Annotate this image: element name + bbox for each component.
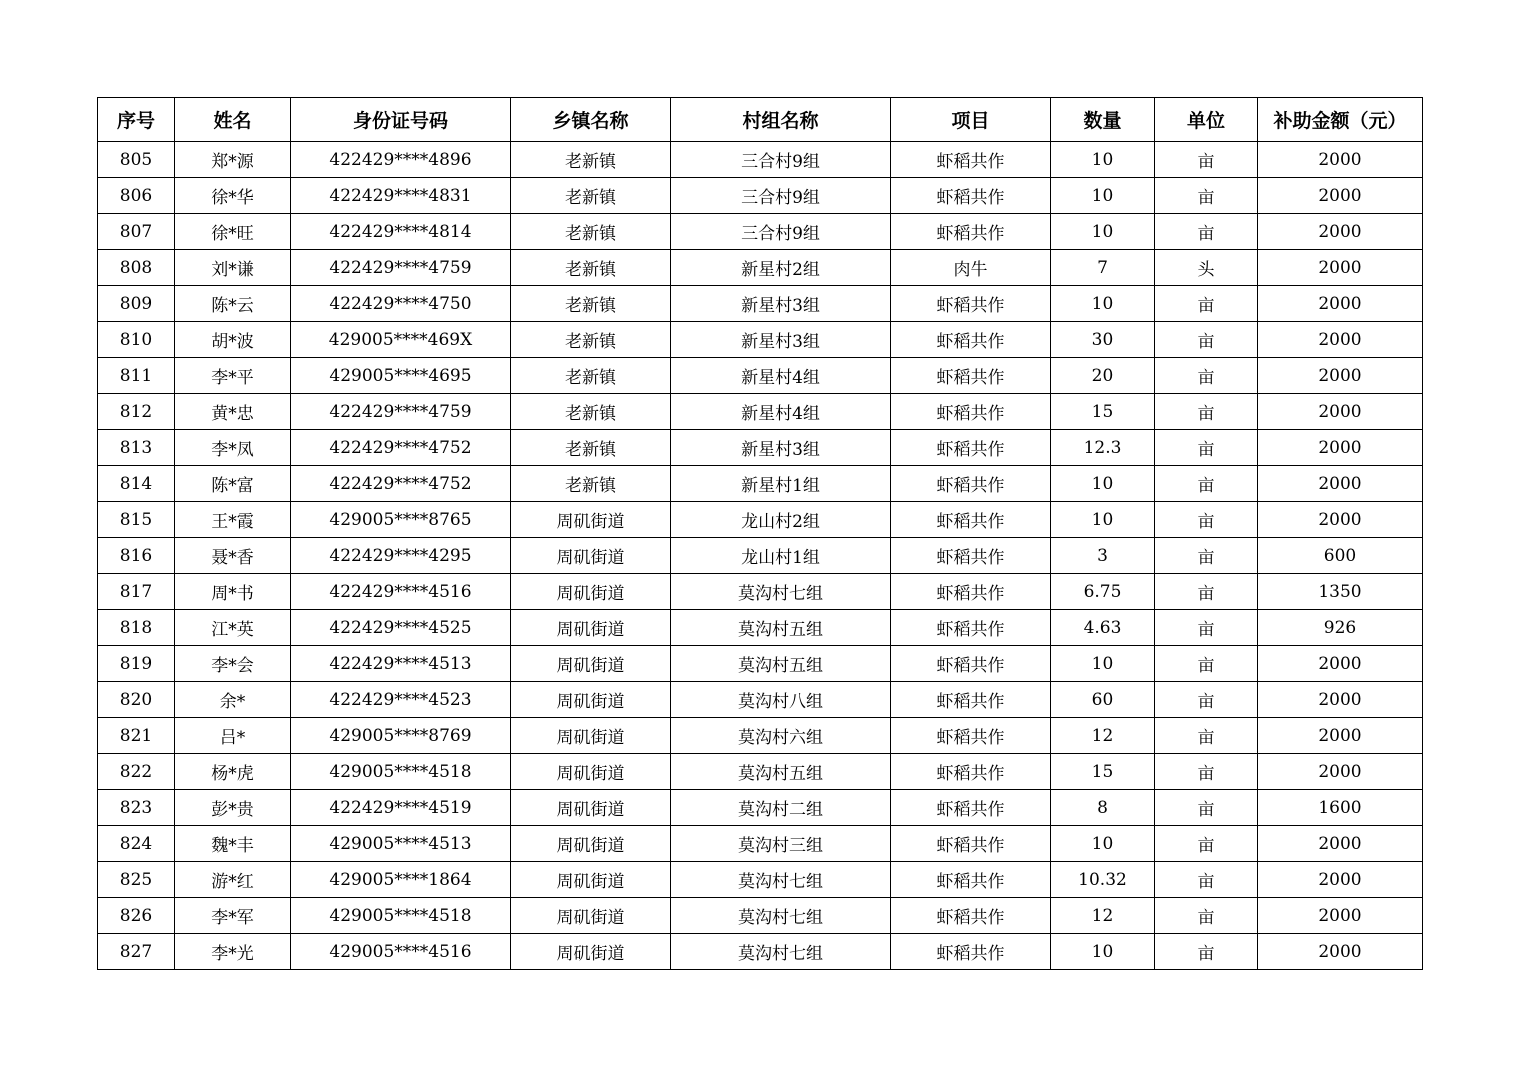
cell-seq: 827 bbox=[98, 934, 175, 970]
cell-unit: 头 bbox=[1155, 250, 1258, 286]
cell-project: 虾稻共作 bbox=[891, 934, 1051, 970]
cell-id-number: 422429****4831 bbox=[291, 178, 511, 214]
cell-village-group: 莫沟村七组 bbox=[671, 898, 891, 934]
cell-project: 虾稻共作 bbox=[891, 646, 1051, 682]
cell-id-number: 429005****4695 bbox=[291, 358, 511, 394]
cell-subsidy-amount: 2000 bbox=[1258, 646, 1423, 682]
cell-village-group: 莫沟村五组 bbox=[671, 646, 891, 682]
cell-name: 李*平 bbox=[175, 358, 291, 394]
cell-unit: 亩 bbox=[1155, 790, 1258, 826]
cell-town: 周矶街道 bbox=[511, 610, 671, 646]
cell-name: 李*军 bbox=[175, 898, 291, 934]
cell-unit: 亩 bbox=[1155, 214, 1258, 250]
header-town: 乡镇名称 bbox=[511, 98, 671, 142]
table-row bbox=[98, 214, 1423, 250]
subsidy-table bbox=[97, 97, 1423, 970]
cell-project: 虾稻共作 bbox=[891, 790, 1051, 826]
cell-name: 余* bbox=[175, 682, 291, 718]
cell-town: 周矶街道 bbox=[511, 934, 671, 970]
cell-unit: 亩 bbox=[1155, 646, 1258, 682]
cell-name: 王*霞 bbox=[175, 502, 291, 538]
cell-unit: 亩 bbox=[1155, 898, 1258, 934]
cell-subsidy-amount: 2000 bbox=[1258, 754, 1423, 790]
cell-name: 聂*香 bbox=[175, 538, 291, 574]
cell-subsidy-amount: 2000 bbox=[1258, 142, 1423, 178]
cell-id-number: 422429****4295 bbox=[291, 538, 511, 574]
cell-seq: 817 bbox=[98, 574, 175, 610]
cell-unit: 亩 bbox=[1155, 826, 1258, 862]
table-row bbox=[98, 358, 1423, 394]
cell-unit: 亩 bbox=[1155, 286, 1258, 322]
cell-seq: 810 bbox=[98, 322, 175, 358]
cell-project: 虾稻共作 bbox=[891, 178, 1051, 214]
cell-id-number: 422429****4523 bbox=[291, 682, 511, 718]
cell-town: 老新镇 bbox=[511, 214, 671, 250]
cell-village-group: 新星村3组 bbox=[671, 286, 891, 322]
cell-project: 虾稻共作 bbox=[891, 466, 1051, 502]
cell-project: 虾稻共作 bbox=[891, 322, 1051, 358]
cell-subsidy-amount: 2000 bbox=[1258, 934, 1423, 970]
cell-quantity: 10.32 bbox=[1051, 862, 1155, 898]
cell-town: 周矶街道 bbox=[511, 502, 671, 538]
cell-id-number: 422429****4759 bbox=[291, 394, 511, 430]
cell-village-group: 新星村3组 bbox=[671, 430, 891, 466]
cell-subsidy-amount: 2000 bbox=[1258, 682, 1423, 718]
cell-unit: 亩 bbox=[1155, 682, 1258, 718]
cell-subsidy-amount: 2000 bbox=[1258, 718, 1423, 754]
cell-project: 虾稻共作 bbox=[891, 574, 1051, 610]
cell-name: 吕* bbox=[175, 718, 291, 754]
cell-village-group: 龙山村2组 bbox=[671, 502, 891, 538]
table-row bbox=[98, 574, 1423, 610]
cell-quantity: 15 bbox=[1051, 394, 1155, 430]
cell-id-number: 429005****4518 bbox=[291, 754, 511, 790]
cell-town: 周矶街道 bbox=[511, 862, 671, 898]
cell-village-group: 莫沟村二组 bbox=[671, 790, 891, 826]
cell-seq: 816 bbox=[98, 538, 175, 574]
header-quantity: 数量 bbox=[1051, 98, 1155, 142]
header-seq: 序号 bbox=[98, 98, 175, 142]
cell-seq: 826 bbox=[98, 898, 175, 934]
cell-quantity: 30 bbox=[1051, 322, 1155, 358]
cell-village-group: 新星村1组 bbox=[671, 466, 891, 502]
header-project: 项目 bbox=[891, 98, 1051, 142]
cell-unit: 亩 bbox=[1155, 934, 1258, 970]
cell-unit: 亩 bbox=[1155, 862, 1258, 898]
cell-quantity: 12 bbox=[1051, 898, 1155, 934]
cell-seq: 815 bbox=[98, 502, 175, 538]
cell-subsidy-amount: 1600 bbox=[1258, 790, 1423, 826]
cell-unit: 亩 bbox=[1155, 718, 1258, 754]
cell-town: 周矶街道 bbox=[511, 790, 671, 826]
cell-unit: 亩 bbox=[1155, 502, 1258, 538]
cell-name: 徐*华 bbox=[175, 178, 291, 214]
table-row bbox=[98, 898, 1423, 934]
cell-quantity: 12.3 bbox=[1051, 430, 1155, 466]
cell-unit: 亩 bbox=[1155, 358, 1258, 394]
cell-unit: 亩 bbox=[1155, 394, 1258, 430]
cell-village-group: 莫沟村五组 bbox=[671, 754, 891, 790]
cell-village-group: 新星村4组 bbox=[671, 394, 891, 430]
cell-town: 周矶街道 bbox=[511, 682, 671, 718]
cell-subsidy-amount: 2000 bbox=[1258, 430, 1423, 466]
header-village-group: 村组名称 bbox=[671, 98, 891, 142]
cell-seq: 807 bbox=[98, 214, 175, 250]
cell-village-group: 新星村3组 bbox=[671, 322, 891, 358]
cell-name: 徐*旺 bbox=[175, 214, 291, 250]
cell-subsidy-amount: 2000 bbox=[1258, 898, 1423, 934]
cell-id-number: 422429****4516 bbox=[291, 574, 511, 610]
cell-town: 周矶街道 bbox=[511, 538, 671, 574]
cell-village-group: 莫沟村六组 bbox=[671, 718, 891, 754]
cell-name: 刘*谦 bbox=[175, 250, 291, 286]
cell-project: 虾稻共作 bbox=[891, 358, 1051, 394]
cell-name: 魏*丰 bbox=[175, 826, 291, 862]
cell-village-group: 三合村9组 bbox=[671, 142, 891, 178]
cell-name: 周*书 bbox=[175, 574, 291, 610]
cell-village-group: 新星村2组 bbox=[671, 250, 891, 286]
cell-project: 虾稻共作 bbox=[891, 826, 1051, 862]
cell-name: 李*会 bbox=[175, 646, 291, 682]
cell-quantity: 6.75 bbox=[1051, 574, 1155, 610]
cell-quantity: 3 bbox=[1051, 538, 1155, 574]
cell-village-group: 莫沟村七组 bbox=[671, 862, 891, 898]
cell-project: 虾稻共作 bbox=[891, 214, 1051, 250]
cell-subsidy-amount: 600 bbox=[1258, 538, 1423, 574]
table-row bbox=[98, 178, 1423, 214]
cell-subsidy-amount: 2000 bbox=[1258, 178, 1423, 214]
cell-village-group: 三合村9组 bbox=[671, 178, 891, 214]
cell-project: 虾稻共作 bbox=[891, 502, 1051, 538]
cell-town: 老新镇 bbox=[511, 394, 671, 430]
cell-id-number: 429005****4516 bbox=[291, 934, 511, 970]
cell-seq: 822 bbox=[98, 754, 175, 790]
table-row bbox=[98, 322, 1423, 358]
cell-town: 周矶街道 bbox=[511, 898, 671, 934]
header-id-number: 身份证号码 bbox=[291, 98, 511, 142]
cell-village-group: 新星村4组 bbox=[671, 358, 891, 394]
table-row bbox=[98, 286, 1423, 322]
cell-town: 老新镇 bbox=[511, 286, 671, 322]
cell-project: 虾稻共作 bbox=[891, 718, 1051, 754]
cell-town: 老新镇 bbox=[511, 250, 671, 286]
cell-village-group: 莫沟村八组 bbox=[671, 682, 891, 718]
cell-name: 陈*富 bbox=[175, 466, 291, 502]
cell-id-number: 429005****469X bbox=[291, 322, 511, 358]
table-row bbox=[98, 682, 1423, 718]
cell-name: 杨*虎 bbox=[175, 754, 291, 790]
cell-project: 虾稻共作 bbox=[891, 430, 1051, 466]
cell-village-group: 莫沟村五组 bbox=[671, 610, 891, 646]
header-unit: 单位 bbox=[1155, 98, 1258, 142]
cell-id-number: 429005****4518 bbox=[291, 898, 511, 934]
header-row bbox=[98, 98, 1423, 142]
cell-project: 虾稻共作 bbox=[891, 286, 1051, 322]
cell-id-number: 422429****4525 bbox=[291, 610, 511, 646]
cell-subsidy-amount: 2000 bbox=[1258, 214, 1423, 250]
cell-name: 郑*源 bbox=[175, 142, 291, 178]
cell-name: 李*光 bbox=[175, 934, 291, 970]
cell-seq: 818 bbox=[98, 610, 175, 646]
cell-name: 彭*贵 bbox=[175, 790, 291, 826]
cell-village-group: 莫沟村七组 bbox=[671, 574, 891, 610]
cell-subsidy-amount: 2000 bbox=[1258, 394, 1423, 430]
cell-name: 黄*忠 bbox=[175, 394, 291, 430]
cell-subsidy-amount: 2000 bbox=[1258, 250, 1423, 286]
cell-id-number: 422429****4814 bbox=[291, 214, 511, 250]
cell-seq: 820 bbox=[98, 682, 175, 718]
cell-quantity: 60 bbox=[1051, 682, 1155, 718]
cell-id-number: 422429****4750 bbox=[291, 286, 511, 322]
header-name: 姓名 bbox=[175, 98, 291, 142]
cell-seq: 806 bbox=[98, 178, 175, 214]
cell-project: 虾稻共作 bbox=[891, 862, 1051, 898]
cell-project: 虾稻共作 bbox=[891, 142, 1051, 178]
cell-unit: 亩 bbox=[1155, 178, 1258, 214]
cell-seq: 821 bbox=[98, 718, 175, 754]
cell-village-group: 龙山村1组 bbox=[671, 538, 891, 574]
cell-quantity: 12 bbox=[1051, 718, 1155, 754]
table-row bbox=[98, 610, 1423, 646]
cell-quantity: 10 bbox=[1051, 646, 1155, 682]
table-row bbox=[98, 430, 1423, 466]
cell-town: 老新镇 bbox=[511, 142, 671, 178]
table-row bbox=[98, 466, 1423, 502]
cell-subsidy-amount: 2000 bbox=[1258, 286, 1423, 322]
cell-project: 虾稻共作 bbox=[891, 898, 1051, 934]
cell-subsidy-amount: 926 bbox=[1258, 610, 1423, 646]
cell-id-number: 429005****8769 bbox=[291, 718, 511, 754]
cell-quantity: 10 bbox=[1051, 934, 1155, 970]
cell-subsidy-amount: 1350 bbox=[1258, 574, 1423, 610]
cell-name: 江*英 bbox=[175, 610, 291, 646]
cell-unit: 亩 bbox=[1155, 538, 1258, 574]
cell-subsidy-amount: 2000 bbox=[1258, 826, 1423, 862]
cell-id-number: 422429****4519 bbox=[291, 790, 511, 826]
cell-town: 老新镇 bbox=[511, 430, 671, 466]
table-row bbox=[98, 718, 1423, 754]
cell-town: 周矶街道 bbox=[511, 574, 671, 610]
cell-seq: 814 bbox=[98, 466, 175, 502]
cell-unit: 亩 bbox=[1155, 322, 1258, 358]
cell-quantity: 8 bbox=[1051, 790, 1155, 826]
cell-quantity: 10 bbox=[1051, 466, 1155, 502]
table-row bbox=[98, 790, 1423, 826]
cell-town: 周矶街道 bbox=[511, 646, 671, 682]
cell-id-number: 422429****4896 bbox=[291, 142, 511, 178]
cell-subsidy-amount: 2000 bbox=[1258, 322, 1423, 358]
cell-seq: 819 bbox=[98, 646, 175, 682]
cell-project: 虾稻共作 bbox=[891, 754, 1051, 790]
cell-unit: 亩 bbox=[1155, 466, 1258, 502]
cell-quantity: 20 bbox=[1051, 358, 1155, 394]
cell-quantity: 10 bbox=[1051, 502, 1155, 538]
table-row bbox=[98, 934, 1423, 970]
cell-town: 老新镇 bbox=[511, 322, 671, 358]
table-row bbox=[98, 862, 1423, 898]
cell-town: 老新镇 bbox=[511, 358, 671, 394]
cell-project: 虾稻共作 bbox=[891, 394, 1051, 430]
cell-quantity: 7 bbox=[1051, 250, 1155, 286]
cell-unit: 亩 bbox=[1155, 574, 1258, 610]
table-row bbox=[98, 502, 1423, 538]
cell-name: 游*红 bbox=[175, 862, 291, 898]
table-row bbox=[98, 394, 1423, 430]
cell-id-number: 429005****1864 bbox=[291, 862, 511, 898]
cell-subsidy-amount: 2000 bbox=[1258, 358, 1423, 394]
cell-town: 周矶街道 bbox=[511, 718, 671, 754]
cell-quantity: 10 bbox=[1051, 214, 1155, 250]
cell-project: 肉牛 bbox=[891, 250, 1051, 286]
cell-village-group: 莫沟村三组 bbox=[671, 826, 891, 862]
cell-quantity: 10 bbox=[1051, 142, 1155, 178]
table-row bbox=[98, 538, 1423, 574]
cell-subsidy-amount: 2000 bbox=[1258, 502, 1423, 538]
cell-village-group: 莫沟村七组 bbox=[671, 934, 891, 970]
cell-name: 陈*云 bbox=[175, 286, 291, 322]
cell-subsidy-amount: 2000 bbox=[1258, 862, 1423, 898]
cell-seq: 824 bbox=[98, 826, 175, 862]
cell-town: 周矶街道 bbox=[511, 754, 671, 790]
cell-id-number: 429005****8765 bbox=[291, 502, 511, 538]
cell-name: 李*凤 bbox=[175, 430, 291, 466]
cell-quantity: 4.63 bbox=[1051, 610, 1155, 646]
cell-unit: 亩 bbox=[1155, 430, 1258, 466]
table-row bbox=[98, 250, 1423, 286]
cell-seq: 808 bbox=[98, 250, 175, 286]
table-row bbox=[98, 826, 1423, 862]
cell-village-group: 三合村9组 bbox=[671, 214, 891, 250]
cell-unit: 亩 bbox=[1155, 142, 1258, 178]
cell-name: 胡*波 bbox=[175, 322, 291, 358]
cell-quantity: 10 bbox=[1051, 286, 1155, 322]
header-subsidy-amount: 补助金额（元） bbox=[1258, 98, 1423, 142]
cell-id-number: 422429****4752 bbox=[291, 466, 511, 502]
cell-seq: 812 bbox=[98, 394, 175, 430]
cell-id-number: 429005****4513 bbox=[291, 826, 511, 862]
cell-project: 虾稻共作 bbox=[891, 538, 1051, 574]
cell-project: 虾稻共作 bbox=[891, 682, 1051, 718]
table-row bbox=[98, 754, 1423, 790]
cell-seq: 805 bbox=[98, 142, 175, 178]
table-row bbox=[98, 142, 1423, 178]
cell-subsidy-amount: 2000 bbox=[1258, 466, 1423, 502]
cell-town: 老新镇 bbox=[511, 178, 671, 214]
cell-seq: 823 bbox=[98, 790, 175, 826]
cell-project: 虾稻共作 bbox=[891, 610, 1051, 646]
cell-id-number: 422429****4752 bbox=[291, 430, 511, 466]
cell-unit: 亩 bbox=[1155, 754, 1258, 790]
cell-town: 老新镇 bbox=[511, 466, 671, 502]
cell-town: 周矶街道 bbox=[511, 826, 671, 862]
cell-seq: 813 bbox=[98, 430, 175, 466]
table-row bbox=[98, 646, 1423, 682]
cell-seq: 825 bbox=[98, 862, 175, 898]
cell-seq: 809 bbox=[98, 286, 175, 322]
cell-quantity: 10 bbox=[1051, 826, 1155, 862]
cell-id-number: 422429****4513 bbox=[291, 646, 511, 682]
cell-seq: 811 bbox=[98, 358, 175, 394]
cell-unit: 亩 bbox=[1155, 610, 1258, 646]
cell-quantity: 15 bbox=[1051, 754, 1155, 790]
cell-id-number: 422429****4759 bbox=[291, 250, 511, 286]
cell-quantity: 10 bbox=[1051, 178, 1155, 214]
